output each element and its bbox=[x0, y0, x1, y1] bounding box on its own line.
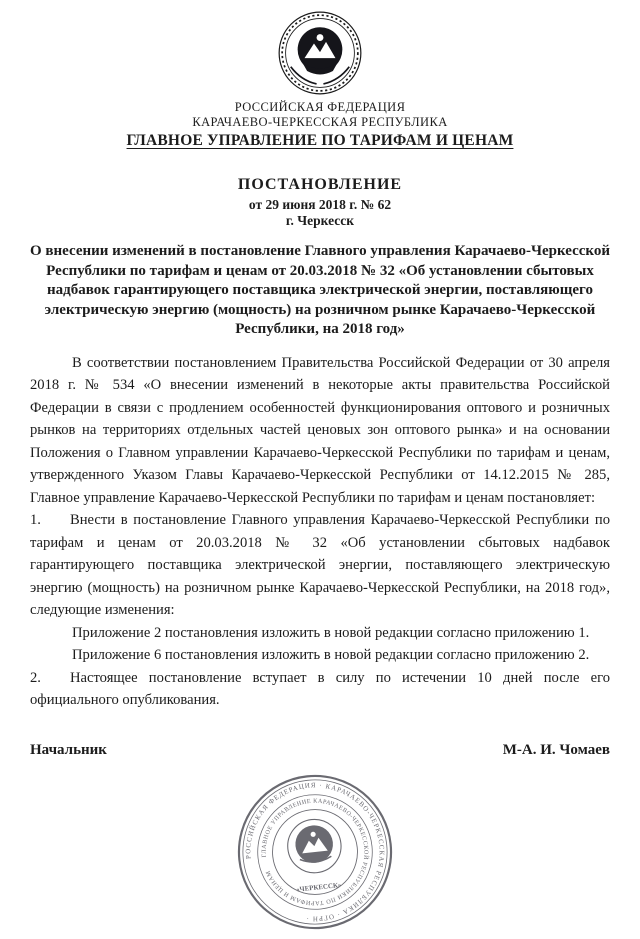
official-seal-icon bbox=[228, 765, 402, 939]
paragraph-number: 1. bbox=[30, 512, 41, 528]
sun-icon bbox=[317, 34, 324, 41]
body-paragraph bbox=[30, 667, 610, 712]
header-agency: ГЛАВНОЕ УПРАВЛЕНИЕ ПО ТАРИФАМ И ЦЕНАМ bbox=[126, 132, 514, 149]
document-body bbox=[30, 352, 610, 712]
document-date-number: от 29 июня 2018 г. № 62 bbox=[248, 197, 392, 212]
coat-of-arms-icon bbox=[277, 10, 363, 96]
paragraph-text: Приложение 6 постановления изложить в новой редакции согласно приложению 2. bbox=[72, 647, 590, 663]
header-republic: КАРАЧАЕВО-ЧЕРКЕССКАЯ РЕСПУБЛИКА bbox=[192, 115, 448, 129]
signer-position: Начальник bbox=[30, 741, 107, 758]
body-paragraph bbox=[30, 644, 610, 667]
body-paragraph bbox=[30, 509, 610, 622]
document-subject: О внесении изменений в постановление Главного управления Карачаево-Черкесской Республики по тарифам и ценам от 20.03.2018 № 32 «Об установлении сбытовых надбавок гарантирующего поставщика электрической энергии, поставляющего электрическую энергию (мощность) на розничном рынке Карачаево-Черкесской Республики, на 2018 год» bbox=[30, 243, 610, 337]
stamp-inner-text: ГЛАВНОЕ УПРАВЛЕНИЕ КАРАЧАЕВО-ЧЕРКЕССКОЙ РЕСПУБЛИКИ ПО ТАРИФАМ И ЦЕНАМ bbox=[261, 798, 369, 906]
header-country: РОССИЙСКАЯ ФЕДЕРАЦИЯ bbox=[234, 100, 406, 114]
paragraph-text: Приложение 2 постановления изложить в новой редакции согласно приложению 1. bbox=[72, 624, 590, 641]
paragraph-text: Внести в постановление Главного управления Карачаево-Черкесской Республики по тарифам и ценам от 20.03.2018 № 32 «Об установлении сбытовых надбавок гарантирующего поставщика электрической энергии, поставляющего электрическую энергию (мощность) на розничном рынке Карачаево-Черкесской Республики, на 2018 год», следующие изменения: bbox=[30, 512, 610, 618]
signer-name: М-А. И. Чомаев bbox=[502, 741, 610, 758]
document-type: ПОСТАНОВЛЕНИЕ bbox=[237, 176, 403, 193]
emblem-container bbox=[30, 10, 610, 96]
paragraph-text: Настоящее постановление вступает в силу по истечении 10 дней после его официального опубликования. bbox=[30, 669, 610, 708]
stamp-city-text: «ЧЕРКЕССК» bbox=[295, 881, 342, 894]
paragraph-text: В соответствии постановлением Правительства Российской Федерации от 30 апреля 2018 г. № 534 «О внесении изменений в некоторые акты правительства Российской Федерации в связи с продлением особенностей функционирования оптового и розничных рынков на территориях отдельных частей ценовых зон оптового рынка» и на основании Положения о Главном управлении Карачаево-Черкесской Республики по тарифам и ценам, утвержденного Указом Главы Карачаево-Черкесской Республики от 14.12.2015 № 285, Главное управление Карачаево-Черкесской Республики по тарифам и ценам постановляет: bbox=[30, 354, 610, 506]
signature-row bbox=[30, 742, 610, 759]
body-paragraph bbox=[30, 352, 610, 510]
stamp-center-emblem-icon bbox=[285, 817, 344, 876]
stamp-outer-text: РОССИЙСКАЯ ФЕДЕРАЦИЯ · КАРАЧАЕВО-ЧЕРКЕССКАЯ РЕСПУБЛИКА · ОГРН · bbox=[245, 782, 385, 922]
paragraph-number: 2. bbox=[30, 669, 41, 686]
body-paragraph bbox=[30, 622, 610, 645]
document-city: г. Черкесск bbox=[285, 213, 355, 228]
